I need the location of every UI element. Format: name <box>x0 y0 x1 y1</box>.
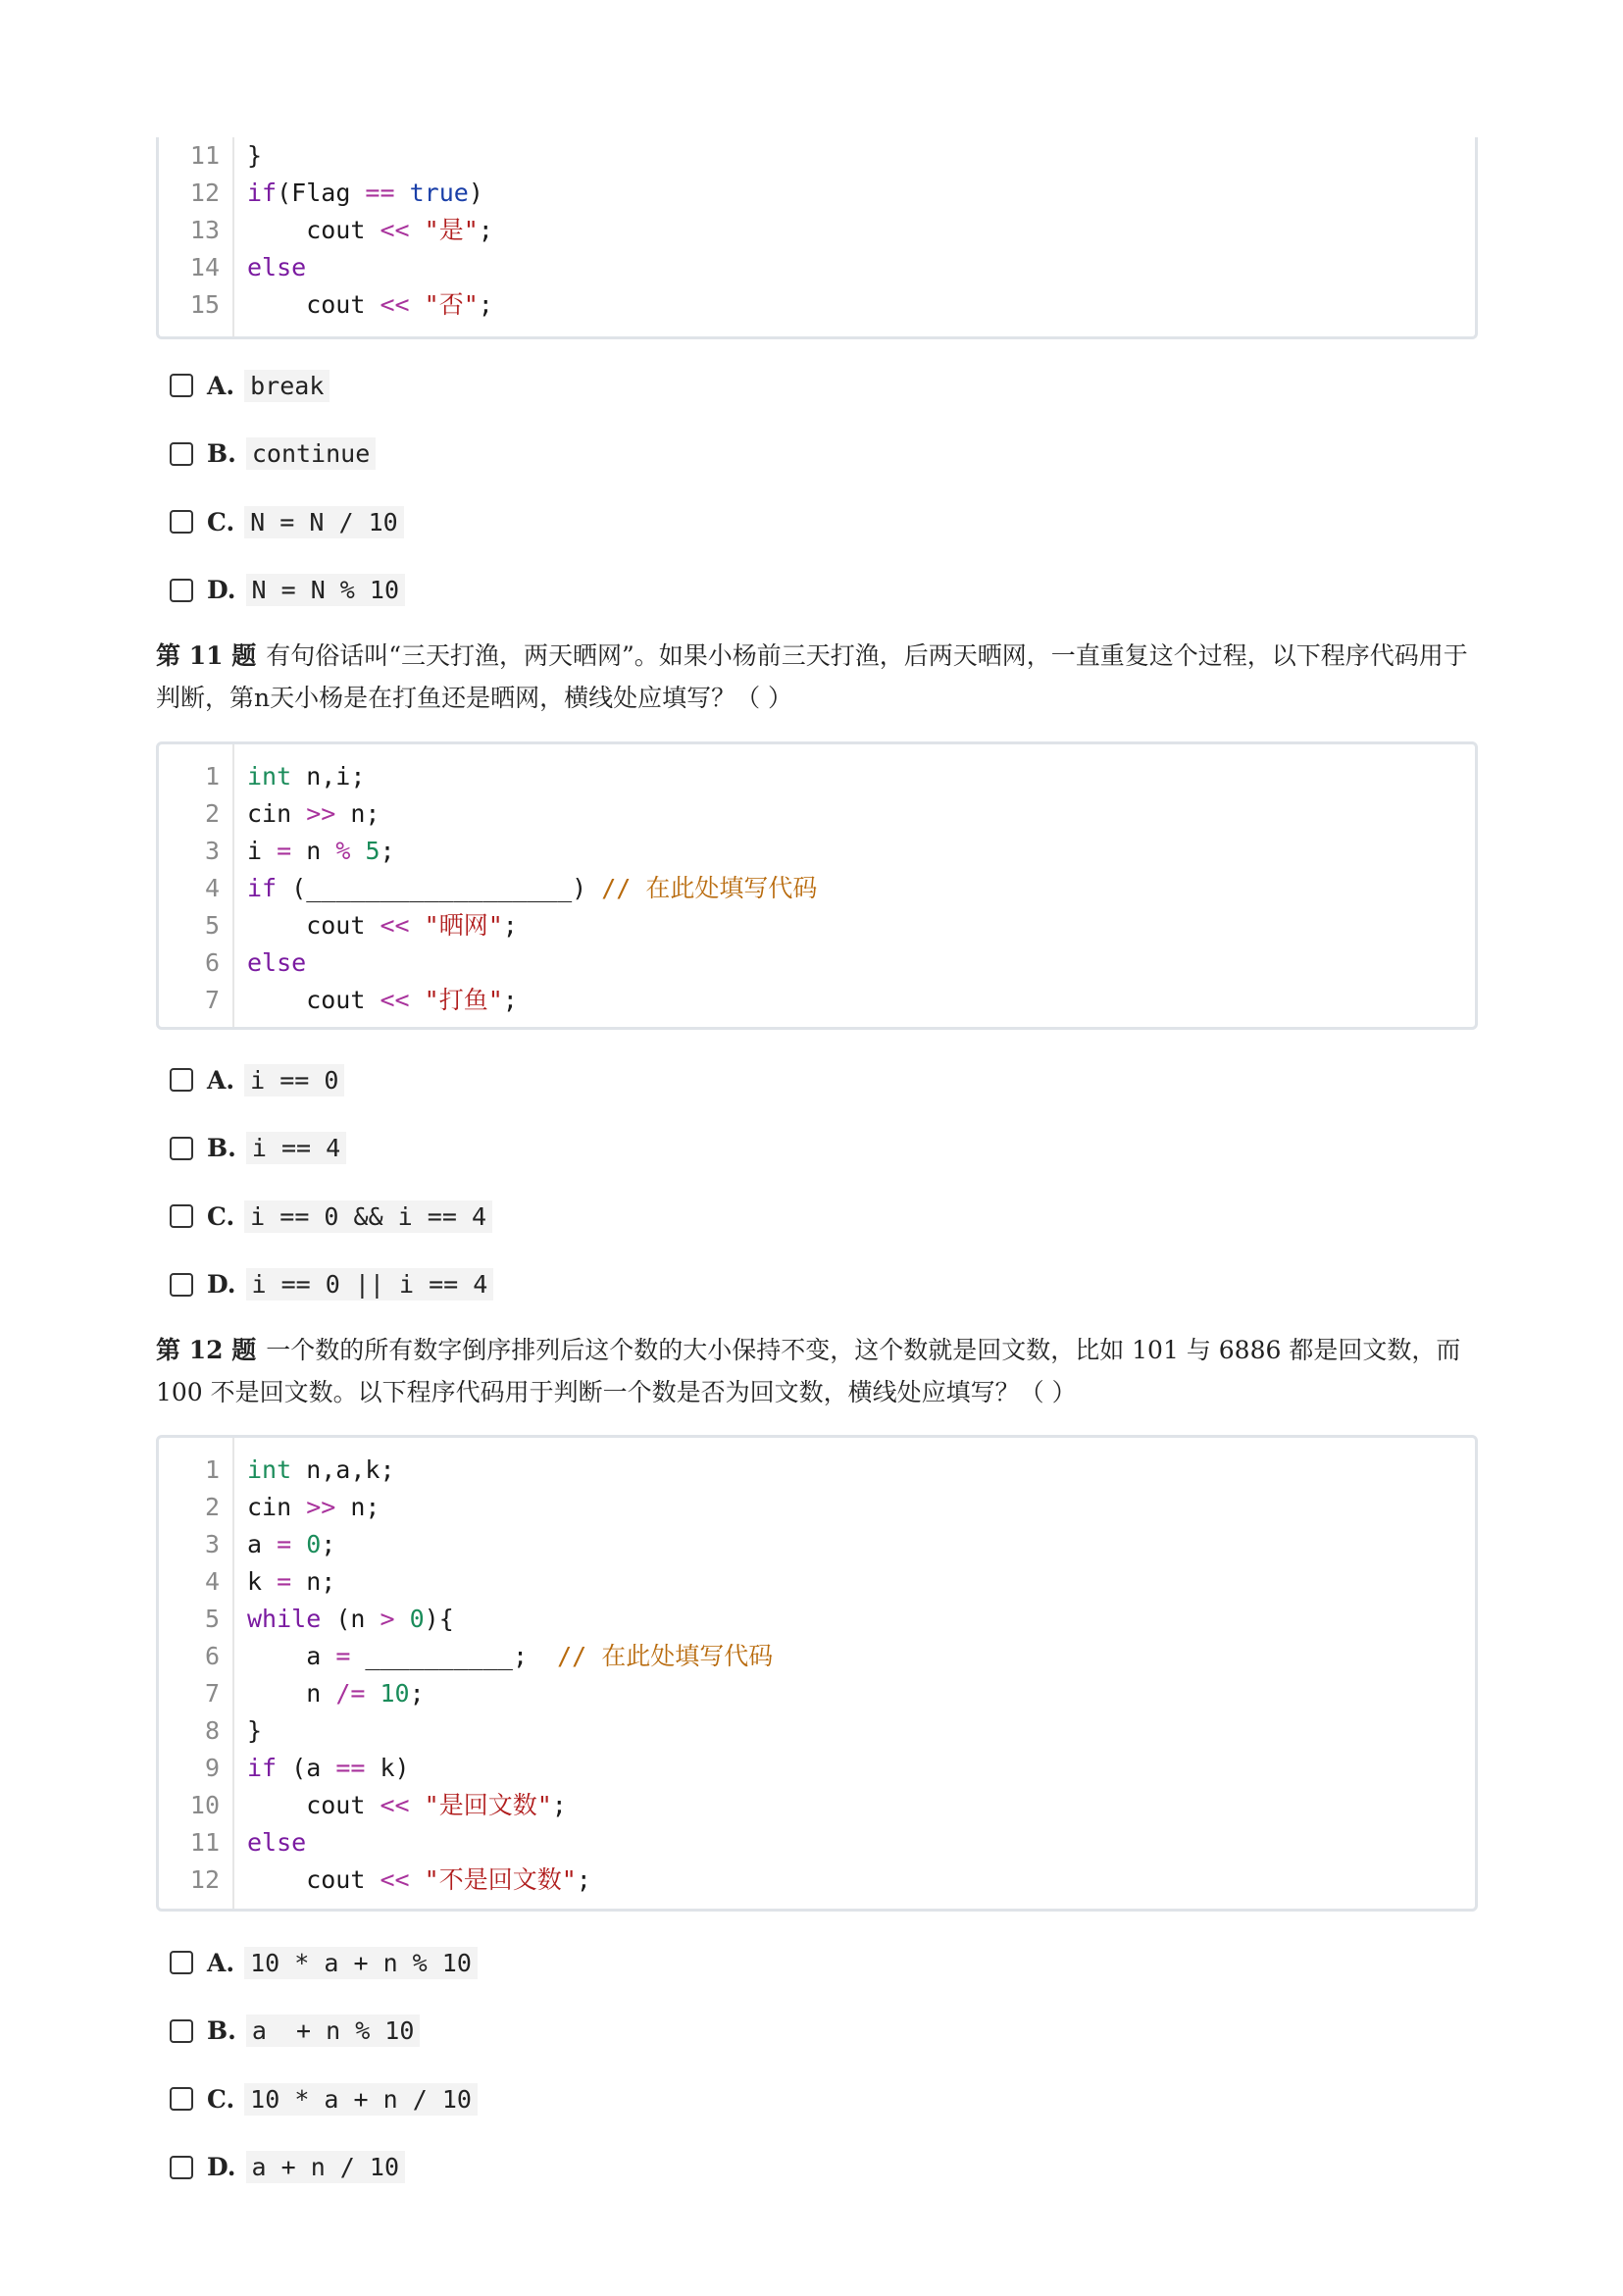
code-token: k <box>247 1567 278 1596</box>
line-number: 4 <box>204 874 220 902</box>
code-token: >> <box>306 1493 336 1521</box>
code-line <box>159 944 1475 982</box>
line-number: 10 <box>189 1791 220 1819</box>
line-number: 2 <box>204 799 220 828</box>
checkbox-icon[interactable] <box>170 374 193 397</box>
code-token: 0 <box>306 1530 322 1558</box>
code-text <box>247 1452 395 1489</box>
line-number: 15 <box>189 290 220 319</box>
line-number: 5 <box>204 911 220 940</box>
code-token: << <box>380 290 410 319</box>
code-token <box>410 1865 425 1894</box>
code-line <box>159 1601 1475 1638</box>
code-token: (__________________) <box>277 874 602 902</box>
code-token: else <box>247 1828 307 1857</box>
option-letter: A. <box>207 1065 235 1095</box>
code-token: cout <box>247 290 380 319</box>
code-token <box>350 837 365 865</box>
code-text <box>247 249 306 286</box>
checkbox-icon[interactable] <box>170 1068 193 1092</box>
code-token: ; <box>478 216 493 244</box>
code-token: << <box>380 986 410 1014</box>
code-token <box>410 911 425 940</box>
option-c[interactable] <box>170 502 404 541</box>
code-token: = <box>335 1642 351 1670</box>
code-token: n <box>291 837 336 865</box>
code-line <box>159 286 1475 324</box>
code-text <box>247 907 518 944</box>
code-block-q11 <box>156 741 1478 1030</box>
line-number: 9 <box>204 1754 220 1782</box>
line-number: 5 <box>204 1605 220 1633</box>
line-number: 4 <box>204 1567 220 1596</box>
exam-page <box>156 0 1480 2296</box>
code-line <box>159 1787 1475 1824</box>
option-letter: C. <box>207 2084 235 2114</box>
code-token: = <box>277 837 292 865</box>
code-token: n <box>247 1679 336 1708</box>
code-token: ){ <box>424 1605 454 1633</box>
code-text <box>247 1712 262 1750</box>
code-line <box>159 795 1475 833</box>
code-token: 10 <box>380 1679 410 1708</box>
code-token: n; <box>335 1493 380 1521</box>
code-token: cin <box>247 799 307 828</box>
code-line <box>159 833 1475 870</box>
checkbox-icon[interactable] <box>170 1137 193 1160</box>
option-letter: A. <box>207 371 235 400</box>
code-token: ) <box>468 179 483 207</box>
checkbox-icon[interactable] <box>170 1204 193 1228</box>
option-code: N = N / 10 <box>244 506 404 538</box>
checkbox-icon[interactable] <box>170 1951 193 1974</box>
code-token: cout <box>247 1791 380 1819</box>
option-letter: C. <box>207 507 235 536</box>
code-token: (a <box>277 1754 336 1782</box>
option-code: i == 4 <box>246 1132 346 1164</box>
code-token <box>395 179 410 207</box>
option-code: a + n % 10 <box>246 2015 421 2047</box>
code-token: n; <box>291 1567 336 1596</box>
line-number: 3 <box>204 1530 220 1558</box>
code-token: n,i; <box>291 762 366 791</box>
code-text <box>247 1787 567 1824</box>
code-token: if <box>247 874 278 902</box>
code-token: ; <box>576 1865 591 1894</box>
code-line <box>159 758 1475 795</box>
option-letter: A. <box>207 1948 235 1977</box>
code-line <box>159 1452 1475 1489</box>
checkbox-icon[interactable] <box>170 579 193 602</box>
code-token: ; <box>321 1530 336 1558</box>
code-block-q12 <box>156 1435 1478 1912</box>
code-token: "不是回文数" <box>424 1865 577 1894</box>
code-token: cout <box>247 911 380 940</box>
code-token: __________; <box>350 1642 558 1670</box>
code-token: << <box>380 911 410 940</box>
code-token: = <box>277 1567 292 1596</box>
line-number: 13 <box>189 216 220 244</box>
code-line <box>159 1824 1475 1862</box>
code-token: = <box>277 1530 292 1558</box>
code-token: << <box>380 1791 410 1819</box>
line-number: 3 <box>204 837 220 865</box>
code-token: ; <box>551 1791 567 1819</box>
code-token: a <box>247 1530 278 1558</box>
checkbox-icon[interactable] <box>170 2087 193 2111</box>
code-line <box>159 1638 1475 1675</box>
code-text <box>247 1526 335 1563</box>
code-token: int <box>247 1455 292 1484</box>
code-token: (Flag <box>277 179 366 207</box>
option-code: 10 * a + n % 10 <box>244 1947 478 1979</box>
checkbox-icon[interactable] <box>170 510 193 534</box>
option-c[interactable] <box>170 1197 492 1236</box>
checkbox-icon[interactable] <box>170 1273 193 1297</box>
code-token <box>410 986 425 1014</box>
code-token: } <box>247 1716 263 1745</box>
code-block-q10 <box>156 137 1478 339</box>
code-token: } <box>247 141 263 170</box>
code-text <box>247 1675 425 1712</box>
code-token: while <box>247 1605 322 1633</box>
line-number: 2 <box>204 1493 220 1521</box>
code-token: int <box>247 762 292 791</box>
option-code: continue <box>246 437 376 470</box>
code-text <box>247 212 493 249</box>
code-token: if <box>247 1754 278 1782</box>
code-text <box>247 137 262 175</box>
line-number: 7 <box>204 1679 220 1708</box>
option-code: 10 * a + n / 10 <box>244 2083 478 2116</box>
code-token: k) <box>365 1754 410 1782</box>
code-text <box>247 982 518 1019</box>
code-token: << <box>380 1865 410 1894</box>
code-text <box>247 1563 335 1601</box>
code-token: > <box>380 1605 395 1633</box>
option-code: i == 0 && i == 4 <box>244 1200 492 1233</box>
option-b[interactable] <box>170 2012 420 2051</box>
option-code: N = N % 10 <box>246 574 406 606</box>
line-number: 14 <box>189 253 220 281</box>
line-number: 6 <box>204 1642 220 1670</box>
code-text <box>247 1750 410 1787</box>
question-number: 第 11 题 <box>156 641 257 670</box>
option-letter: B. <box>207 2016 236 2045</box>
code-token: cout <box>247 986 380 1014</box>
code-token: "否" <box>424 290 479 319</box>
code-text <box>247 286 493 324</box>
option-d[interactable] <box>170 571 405 610</box>
code-token: "是" <box>424 216 479 244</box>
option-letter: D. <box>207 2153 236 2181</box>
code-token: == <box>335 1754 366 1782</box>
code-token: /= <box>335 1679 366 1708</box>
line-number: 12 <box>189 179 220 207</box>
code-token <box>410 290 425 319</box>
option-d[interactable] <box>170 2148 405 2187</box>
code-line <box>159 982 1475 1019</box>
option-b[interactable] <box>170 434 376 474</box>
code-line <box>159 175 1475 212</box>
code-token: "打鱼" <box>424 986 503 1014</box>
option-letter: D. <box>207 1270 236 1299</box>
checkbox-icon[interactable] <box>170 2019 193 2043</box>
code-line <box>159 249 1475 286</box>
code-token: else <box>247 948 307 977</box>
code-token: == <box>365 179 395 207</box>
line-number: 12 <box>189 1865 220 1894</box>
code-line <box>159 1563 1475 1601</box>
option-letter: B. <box>207 439 236 468</box>
code-line <box>159 1750 1475 1787</box>
code-token: // 在此处填写代码 <box>557 1642 774 1670</box>
option-code: a + n / 10 <box>246 2151 406 2183</box>
code-token: cin <box>247 1493 307 1521</box>
line-number: 8 <box>204 1716 220 1745</box>
code-token <box>291 1530 306 1558</box>
line-number: 7 <box>204 986 220 1014</box>
option-a[interactable] <box>170 1060 344 1099</box>
code-token: ; <box>380 837 395 865</box>
option-letter: C. <box>207 1201 235 1231</box>
code-line <box>159 137 1475 175</box>
code-token: (n <box>321 1605 380 1633</box>
question-text: 一个数的所有数字倒序排列后这个数的大小保持不变，这个数就是回文数，比如 101 与 6886 都是回文数，而 100 不是回文数。以下程序代码用于判断一个数是否为回文数，横线处应填写？（ ） <box>156 1336 1461 1406</box>
code-token: 5 <box>365 837 380 865</box>
code-line <box>159 870 1475 907</box>
code-token: if <box>247 179 278 207</box>
code-line <box>159 1489 1475 1526</box>
code-text <box>247 870 817 907</box>
code-line <box>159 1675 1475 1712</box>
code-text <box>247 833 395 870</box>
checkbox-icon[interactable] <box>170 442 193 466</box>
code-text <box>247 1601 454 1638</box>
line-number: 1 <box>204 762 220 791</box>
code-token: cout <box>247 1865 380 1894</box>
option-code: break <box>244 370 330 402</box>
question-text: 有句俗话叫“三天打渔，两天晒网”。如果小杨前三天打渔，后两天晒网，一直重复这个过程，以下程序代码用于判断，第n天小杨是在打鱼还是晒网，横线处应填写？（ ） <box>156 641 1468 712</box>
question-number: 第 12 题 <box>156 1336 257 1364</box>
option-b[interactable] <box>170 1129 346 1168</box>
code-token: ; <box>502 911 518 940</box>
code-token: n,a,k; <box>291 1455 395 1484</box>
code-line <box>159 907 1475 944</box>
code-token: cout <box>247 216 380 244</box>
option-c[interactable] <box>170 2079 478 2118</box>
code-text <box>247 795 380 833</box>
line-number: 11 <box>189 1828 220 1857</box>
option-d[interactable] <box>170 1265 493 1304</box>
code-line <box>159 1712 1475 1750</box>
code-token: >> <box>306 799 336 828</box>
code-line <box>159 212 1475 249</box>
code-token <box>395 1605 410 1633</box>
code-token <box>365 1679 380 1708</box>
code-text <box>247 1638 773 1675</box>
code-token <box>410 216 425 244</box>
code-token: 0 <box>409 1605 425 1633</box>
line-number: 11 <box>189 141 220 170</box>
question-12 <box>156 1329 1478 1413</box>
code-line <box>159 1862 1475 1899</box>
code-token: "晒网" <box>424 911 503 940</box>
code-token: << <box>380 216 410 244</box>
code-token: n; <box>335 799 380 828</box>
code-token: else <box>247 253 307 281</box>
code-token: % <box>335 837 351 865</box>
checkbox-icon[interactable] <box>170 2156 193 2179</box>
line-number: 6 <box>204 948 220 977</box>
line-number: 1 <box>204 1455 220 1484</box>
code-token: // 在此处填写代码 <box>601 874 818 902</box>
option-a[interactable] <box>170 366 330 405</box>
code-token: ; <box>502 986 518 1014</box>
option-letter: B. <box>207 1134 236 1162</box>
code-token: "是回文数" <box>424 1791 552 1819</box>
code-text <box>247 1824 306 1862</box>
code-text <box>247 1862 591 1899</box>
option-a[interactable] <box>170 1943 478 1982</box>
code-text <box>247 944 306 982</box>
code-text <box>247 175 483 212</box>
option-code: i == 0 || i == 4 <box>246 1268 494 1301</box>
code-line <box>159 1526 1475 1563</box>
option-letter: D. <box>207 576 236 604</box>
code-token <box>410 1791 425 1819</box>
code-token: a <box>247 1642 336 1670</box>
question-11 <box>156 635 1478 719</box>
code-text <box>247 1489 380 1526</box>
code-token: ; <box>478 290 493 319</box>
code-token: ; <box>409 1679 425 1708</box>
code-token: i <box>247 837 278 865</box>
code-token: true <box>409 179 469 207</box>
code-text <box>247 758 365 795</box>
option-code: i == 0 <box>244 1064 344 1097</box>
